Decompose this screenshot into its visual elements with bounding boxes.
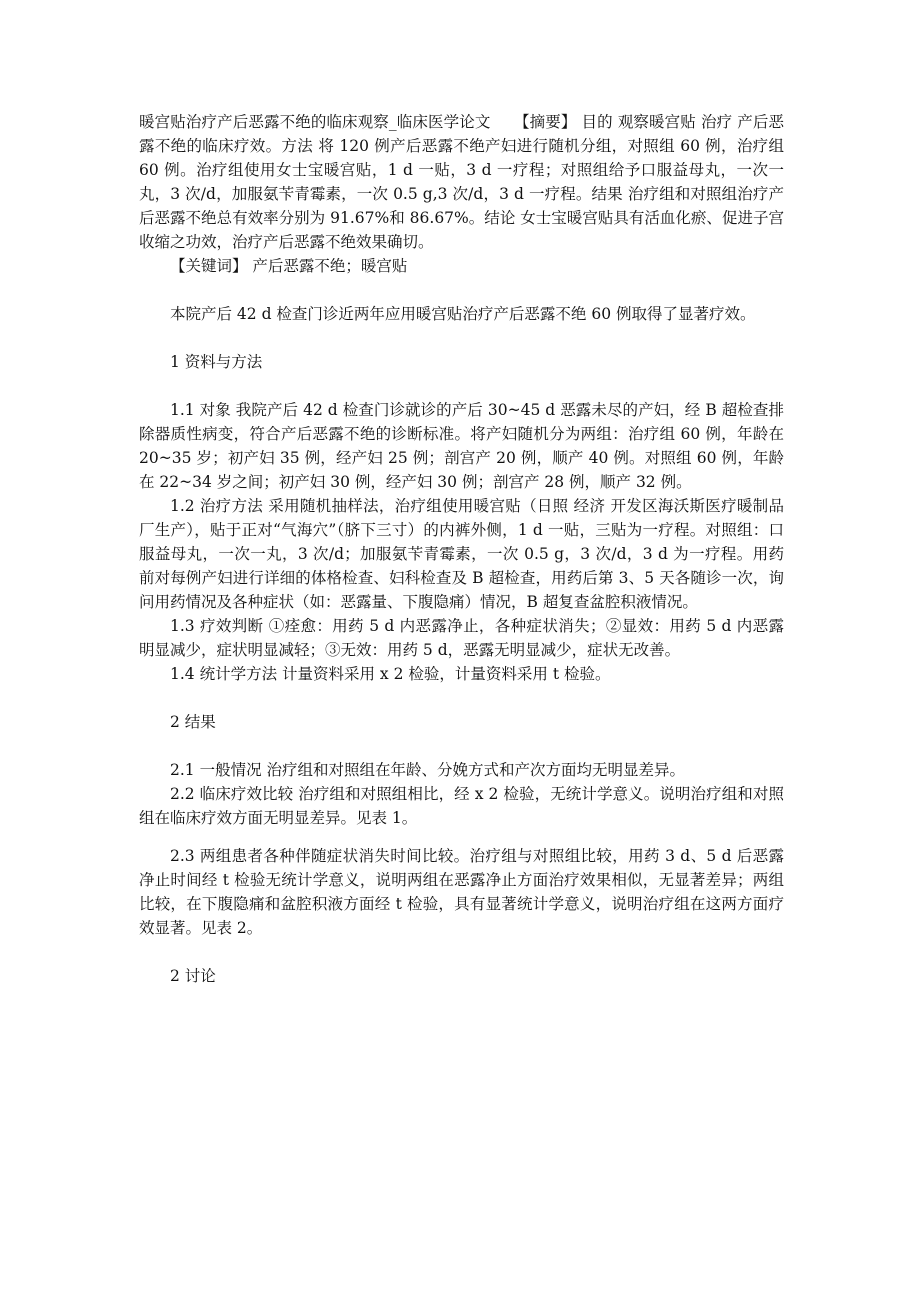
abstract-paragraph: 暖宫贴治疗产后恶露不绝的临床观察_临床医学论文 【摘要】 目的 观察暖宫贴 治疗 产后恶露不绝的临床疗效。方法 将 120 例产后恶露不绝产妇进行随机分组，对照组 60 例，治疗组 60 例。治疗组使用女士宝暖宫贴，1 d 一贴，3 d 一疗程；对照组给予口服益母丸，一次一丸，3 次/d，加服氨苄青霉素，一次 0.5 g,3 次/d，3 d 一疗程。结果 治疗组和对照组治疗产后恶露不绝总有效率分别为 91.67%和 86.67%。结论 女士宝暖宫贴具有活血化瘀、促进子宫收缩之功效，治疗产后恶露不绝效果确切。 bbox=[139, 113, 784, 251]
section-1-heading: 1 资料与方法 bbox=[170, 353, 263, 371]
section-2-3-paragraph: 2.3 两组患者各种伴随症状消失时间比较。治疗组与对照组比较，用药 3 d、5 d 后恶露净止时间经 t 检验无统计学意义，说明两组在恶露净止方面治疗效果相似，无显著差异；两组比较，在下腹隐痛和盆腔积液方面经 t 检验，具有显著统计学意义，说明治疗组在这两方面疗效显著。见表 2。 bbox=[139, 847, 784, 937]
document-body bbox=[139, 110, 784, 988]
section-1-4-paragraph: 1.4 统计学方法 计量资料采用 x 2 检验，计量资料采用 t 检验。 bbox=[170, 665, 611, 683]
intro-paragraph: 本院产后 42 d 检查门诊近两年应用暖宫贴治疗产后恶露不绝 60 例取得了显著疗效。 bbox=[170, 305, 756, 323]
section-2-heading: 2 结果 bbox=[170, 713, 216, 731]
section-1-1-paragraph: 1.1 对象 我院产后 42 d 检查门诊就诊的产后 30~45 d 恶露未尽的产妇，经 B 超检查排除器质性病变，符合产后恶露不绝的诊断标准。将产妇随机分为两组：治疗组 60 例，年龄在 20~35 岁；初产妇 35 例，经产妇 25 例；剖宫产 20 例，顺产 40 例。对照组 60 例，年龄在 22~34 岁之间；初产妇 30 例，经产妇 30 例；剖宫产 28 例，顺产 32 例。 bbox=[139, 401, 784, 491]
section-2-1-paragraph: 2.1 一般情况 治疗组和对照组在年龄、分娩方式和产次方面均无明显差异。 bbox=[170, 761, 686, 779]
section-2-2-paragraph: 2.2 临床疗效比较 治疗组和对照组相比，经 x 2 检验，无统计学意义。说明治疗组和对照组在临床疗效方面无明显差异。见表 1。 bbox=[139, 785, 784, 827]
section-3-heading: 2 讨论 bbox=[170, 967, 216, 985]
section-1-3-paragraph: 1.3 疗效判断 ①痊愈：用药 5 d 内恶露净止，各种症状消失；②显效：用药 5 d 内恶露明显减少，症状明显减轻；③无效：用药 5 d，恶露无明显减少，症状无改善。 bbox=[139, 617, 784, 659]
section-1-2-paragraph: 1.2 治疗方法 采用随机抽样法，治疗组使用暖宫贴（日照 经济 开发区海沃斯医疗暖制品厂生产），贴于正对“气海穴”（脐下三寸）的内裤外侧，1 d 一贴，三贴为一疗程。对照组：口服益母丸，一次一丸，3 次/d；加服氨苄青霉素，一次 0.5 g，3 次/d，3 d 为一疗程。用药前对每例产妇进行详细的体格检查、妇科检查及 B 超检查，用药后第 3、5 天各随诊一次，询问用药情况及各种症状（如：恶露量、下腹隐痛）情况，B 超复查盆腔积液情况。 bbox=[139, 497, 784, 611]
keywords-paragraph: 【关键词】 产后恶露不绝；暖宫贴 bbox=[170, 257, 408, 275]
